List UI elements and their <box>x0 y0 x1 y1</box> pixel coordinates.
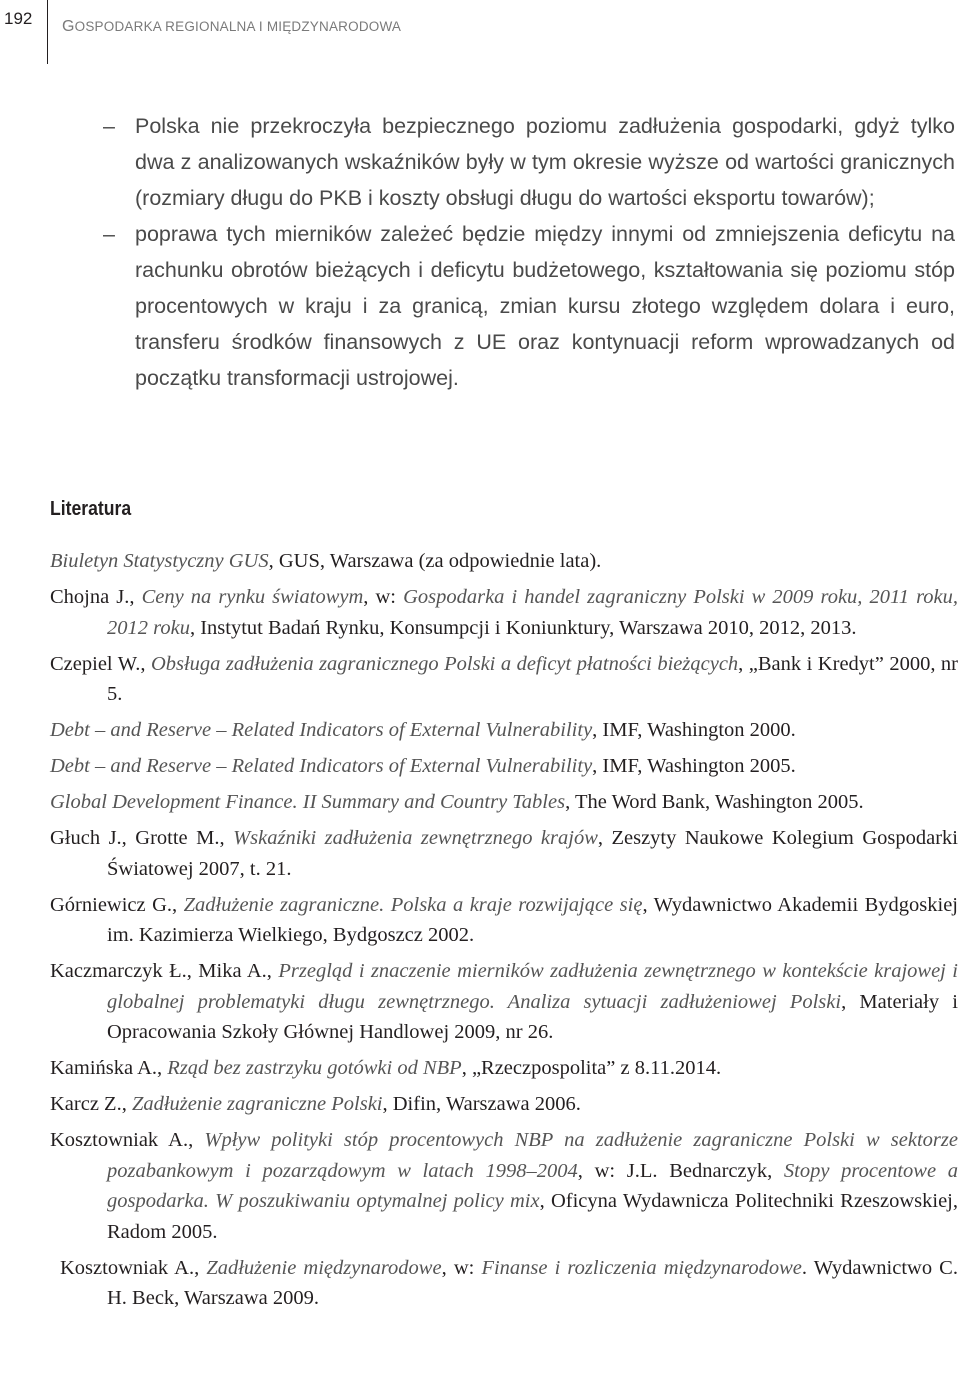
reference-text: , w: J.L. Bednarczyk, <box>577 1159 784 1182</box>
reference-title: Gospodarka i handel zagraniczny Polski w 2009 roku, 2011 roku, 2012 roku <box>107 586 959 639</box>
reference-text: Kosztowniak A., <box>60 1256 207 1279</box>
bullet-item <box>0 108 960 216</box>
bullet-text: poprawa tych mierników zależeć będzie między innymi od zmniejszenia deficytu na rachunku obrotów bieżących i deficytu budżetowego, kształtowania się poziomu stóp procentowych w kraju i za granicą, zmian kursu złotego względem dolara i euro, transferu środków finansowych z UE oraz kontynuacji reform wprowadzanych od początku transformacji ustrojowej. <box>135 222 955 390</box>
reference-title: Zadłużenie zagraniczne Polski <box>131 1093 383 1115</box>
reference-title: Debt – and Reserve – Related Indicators of External Vulnerability <box>50 719 593 741</box>
reference-text: Chojna J., <box>50 586 142 608</box>
running-head-initial: G <box>62 18 75 35</box>
reference-item <box>0 787 960 818</box>
reference-item <box>0 546 960 577</box>
reference-text: , IMF, Washington 2000. <box>592 719 796 741</box>
reference-item <box>0 823 960 884</box>
section-heading-literature: Literatura <box>50 498 132 520</box>
reference-text: Kaczmarczyk Ł., Mika A., <box>50 960 279 982</box>
reference-text: , The Word Bank, Washington 2005. <box>565 791 864 813</box>
bullet-item <box>0 216 960 396</box>
reference-item <box>0 1053 960 1084</box>
reference-title: Rząd bez zastrzyku gotówki od NBP <box>167 1057 462 1079</box>
reference-text: , Oficyna Wydawnicza Politechniki Rzeszowskiej, Radom 2005. <box>107 1190 959 1243</box>
reference-title: Zadłużenie zagraniczne. Polska a kraje rozwijające się <box>183 893 643 916</box>
reference-item <box>0 956 960 1048</box>
reference-title: Przegląd i znaczenie mierników zadłużenia zewnętrznego w kontekście krajowej i globalnej problematyki długu zewnętrznego. Analiza sytuacji zadłużeniowej Polski <box>107 960 958 1013</box>
reference-text: Kamińska A., <box>50 1057 168 1079</box>
reference-list <box>0 546 960 1319</box>
reference-text: . Wydawnictwo C. H. Beck, Warszawa 2009. <box>107 1256 958 1309</box>
reference-text: , IMF, Washington 2005. <box>592 755 796 777</box>
reference-text: , Zeszyty Naukowe Kolegium Gospodarki Światowej 2007, t. 21. <box>107 827 958 880</box>
running-head <box>62 18 401 36</box>
reference-item <box>0 890 960 951</box>
running-head-rest: OSPODARKA REGIONALNA I MIĘDZYNARODOWA <box>74 19 402 34</box>
reference-text: , Materiały i Opracowania Szkoły Głównej Handlowej 2009, nr 26. <box>107 990 958 1043</box>
reference-text: , „Rzeczpospolita” z 8.11.2014. <box>461 1057 722 1079</box>
reference-title: Debt – and Reserve – Related Indicators of External Vulnerability <box>50 755 593 777</box>
reference-text: , w: <box>441 1256 482 1279</box>
bullet-dash: – <box>103 222 115 246</box>
reference-text: Kosztowniak A., <box>50 1129 205 1151</box>
reference-text: , GUS, Warszawa (za odpowiednie lata). <box>268 550 602 572</box>
reference-item <box>0 582 960 643</box>
page-header <box>0 0 960 64</box>
bullet-dash: – <box>103 114 115 138</box>
reference-text: Czepiel W., <box>50 652 151 675</box>
reference-item <box>0 1125 960 1247</box>
reference-title: Ceny na rynku światowym <box>141 586 364 608</box>
reference-title: Global Development Finance. II Summary and Country Tables <box>50 791 566 813</box>
reference-title: Zadłużenie międzynarodowe <box>206 1256 442 1279</box>
header-divider <box>47 0 48 64</box>
reference-item <box>0 1253 960 1314</box>
reference-text: , Difin, Warszawa 2006. <box>382 1093 581 1115</box>
reference-text: , Instytut Badań Rynku, Konsumpcji i Koniunktury, Warszawa 2010, 2012, 2013. <box>189 616 857 639</box>
bullet-text: Polska nie przekroczyła bezpiecznego poziomu zadłużenia gospodarki, gdyż tylko dwa z analizowanych wskaźników były w tym okresie wyższe od wartości granicznych (rozmiary długu do PKB i koszty obsługi długu do wartości eksportu towarów); <box>135 114 955 210</box>
reference-title: Wskaźniki zadłużenia zewnętrznego krajów <box>233 827 598 849</box>
conclusion-bullet-list <box>0 108 960 396</box>
reference-title: Stopy procentowe a gospodarka. W poszukiwaniu optymalnej policy mix <box>107 1159 958 1212</box>
reference-text: Górniewicz G., <box>50 893 184 916</box>
reference-text: , „Bank i Kredyt” 2000, nr 5. <box>107 652 959 705</box>
reference-item <box>0 751 960 782</box>
reference-item <box>0 1089 960 1120</box>
reference-title: Wpływ polityki stóp procentowych NBP na zadłużenie zagraniczne Polski w sektorze pozabankowym i pozarządowym w latach 1998–2004 <box>107 1129 958 1182</box>
reference-title: Biuletyn Statystyczny GUS <box>50 550 269 572</box>
reference-text: , w: <box>363 586 404 608</box>
reference-title: Obsługa zadłużenia zagranicznego Polski a deficyt płatności bieżących <box>150 652 739 675</box>
reference-text: Karcz Z., <box>50 1093 132 1115</box>
reference-item <box>0 649 960 710</box>
reference-item <box>0 715 960 746</box>
reference-title: Finanse i rozliczenia międzynarodowe <box>481 1256 802 1279</box>
reference-text: Głuch J., Grotte M., <box>50 827 234 849</box>
reference-text: , Wydawnictwo Akademii Bydgoskiej im. Kazimierza Wielkiego, Bydgoszcz 2002. <box>107 893 959 946</box>
page-number: 192 <box>4 9 33 28</box>
